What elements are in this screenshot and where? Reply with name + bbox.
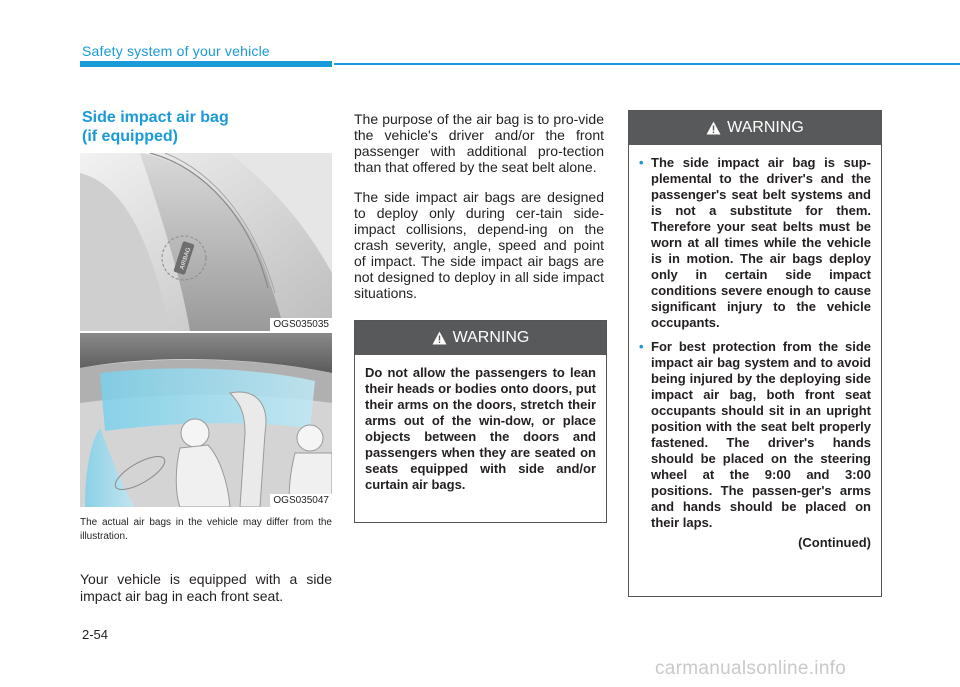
warning-box-passengers <box>354 320 607 523</box>
section-title: Safety system of your vehicle <box>82 43 270 59</box>
image-caption: The actual air bags in the vehicle may differ from the illustration. <box>80 517 332 542</box>
seat-airbag-drawing <box>80 153 332 331</box>
airbag-badge-text: AIRBAG <box>179 246 193 271</box>
warning-box-side-airbag <box>628 110 882 597</box>
warning-header <box>355 321 606 355</box>
warning-text: Do not allow the passengers to lean their heads or bodies onto doors, put their arms on the doors, stretch their arms out of the win-dow, or place objects between the doors and passengers when they are seated on seats equipped with side and/or curtain air bags. <box>365 365 596 492</box>
warning-title: WARNING <box>452 329 530 346</box>
page-heading: Side impact air bag (if equipped) <box>82 109 229 145</box>
purpose-paragraph: The purpose of the air bag is to pro-vide the vehicle's driver and/or the front passenger with additional pro-tection than that offered by the seat belt alone. <box>354 111 604 175</box>
warning-body <box>629 145 881 551</box>
warning-title: WARNING <box>727 119 804 136</box>
seat-airbag-illustration <box>80 153 332 331</box>
header-rule-thick <box>80 61 332 67</box>
warning-triangle-icon <box>432 331 447 345</box>
header-rule-thin <box>334 63 960 65</box>
deployed-airbag-illustration <box>80 333 332 507</box>
warning-item: • For best protection from the side impact air bag system and to avoid being injured by the deploying side impact air bag, both front seat occupants should sit in an upright position with the seat belt properly fastened. The driver's hands should be placed on the steering wheel at the 9:00 and 3:00 positions. The passen-ger's arms and hands should be placed on their laps. <box>639 339 871 531</box>
deployed-airbag-drawing <box>80 333 332 507</box>
image-label-1: OGS035035 <box>270 318 332 331</box>
warning-triangle-icon <box>706 121 721 135</box>
warning-list <box>639 155 871 531</box>
intro-paragraph: Your vehicle is equipped with a side impact air bag in each front seat. <box>80 571 332 604</box>
page-number: 2-54 <box>82 627 109 642</box>
watermark: carmanualsonline.info <box>655 658 847 679</box>
warning-header <box>629 111 881 145</box>
warning-item: • The side impact air bag is sup-plemental to the driver's and the passenger's seat belt systems and is not a substitute for them. Therefore your seat belts must be worn at all times while the vehicle is in motion. The air bags deploy only in certain side impact conditions severe enough to cause significant injury to the vehicle occupants. <box>639 155 871 331</box>
continued-label: (Continued) <box>798 535 871 550</box>
deployment-paragraph: The side impact air bags are designed to deploy only during cer-tain side-impact collisions, depend-ing on the crash severity, angle, speed and point of impact. The side impact air bags are not designed to deploy in all side impact situations. <box>354 189 604 301</box>
image-label-2: OGS035047 <box>270 494 332 507</box>
